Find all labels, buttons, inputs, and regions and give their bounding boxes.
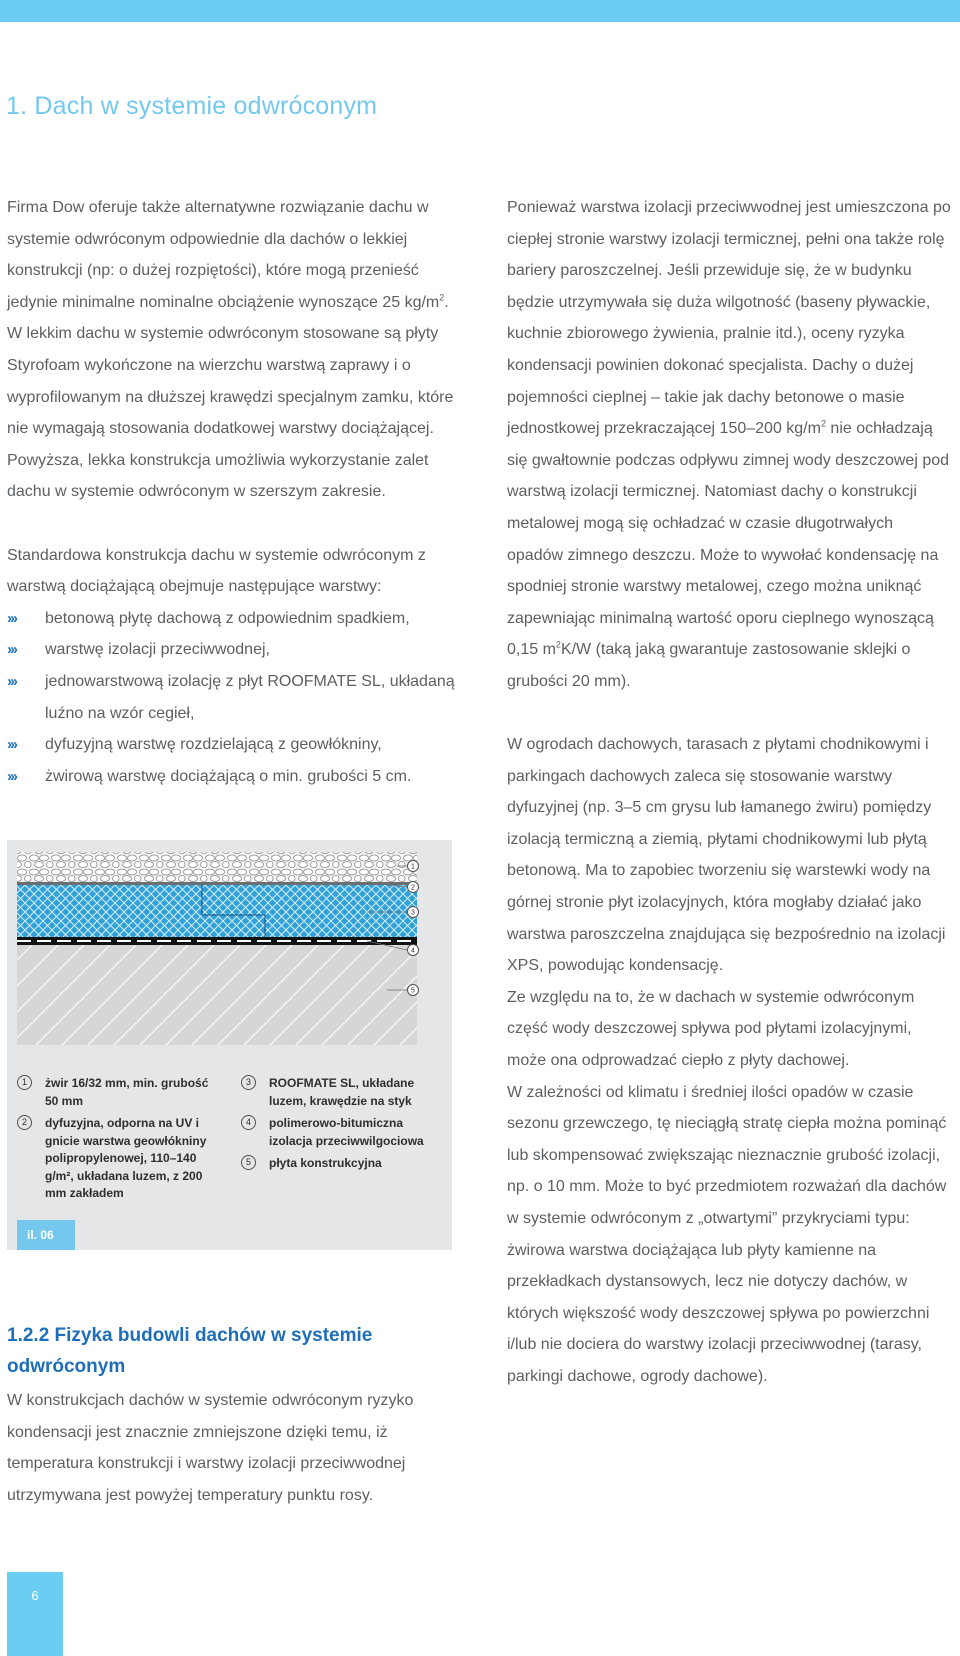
right-column — [507, 192, 952, 1393]
layers-intro-paragraph: Standardowa konstrukcja dachu w systemie odwróconym z warstwą dociążającą obejmuje następujące warstwy: — [7, 546, 426, 596]
legend-number: 5 — [241, 1155, 256, 1170]
left-column — [7, 192, 457, 792]
list-item: ››› dyfuzyjną warstwę rozdzielającą z geowłókniny, — [7, 729, 457, 761]
legend-number: 4 — [241, 1115, 256, 1130]
list-item: ››› warstwę izolacji przeciwwodnej, — [7, 634, 457, 666]
gravel-layer — [17, 852, 417, 882]
legend-item: 2 dyfuzyjna, odporna na UV i gnicie warstwa geowłókniny polipropylenowej, 110–140 g/m², układana luzem, z 200 mm zakładem — [17, 1115, 222, 1203]
geotextile-layer — [17, 882, 417, 885]
list-item: ››› żwirową warstwę dociążającą o min. grubości 5 cm. — [7, 761, 457, 793]
chevron-right-icon: ››› — [7, 736, 16, 754]
section-heading: 1.2.2 Fizyka budowli dachów w systemie odwróconym — [7, 1325, 373, 1377]
list-item: ››› betonową płytę dachową z odpowiednim spadkiem, — [7, 603, 457, 635]
page-number: 6 — [7, 1572, 63, 1656]
legend-item: 4 polimerowo-bitumiczna izolacja przeciwwilgociowa — [241, 1115, 441, 1150]
legend-number: 2 — [17, 1115, 32, 1130]
section-paragraph: W konstrukcjach dachów w systemie odwróconym ryzyko kondensacji jest znacznie zmniejszone dzięki temu, iż temperatura konstrukcji i warstwy izolacji przeciwwodnej utrzymywana jest powyżej temperatury punktu rosy. — [7, 1392, 414, 1504]
legend-number: 1 — [17, 1075, 32, 1090]
chevron-right-icon: ››› — [7, 672, 16, 690]
callout-label: 4 — [411, 947, 415, 955]
chevron-right-icon: ››› — [7, 609, 16, 627]
roof-section-figure — [7, 840, 452, 1250]
roof-layers-diagram — [7, 840, 452, 1060]
intro-paragraph: Firma Dow oferuje także alternatywne rozwiązanie dachu w systemie odwróconym odpowiednie dla dachów o lekkiej konstrukcji (np: o dużej rozpiętości), które mogą przenieść jedynie minimalne nominalne obciążenie wynoszące 25 $kg/m^2$. W lekkim dachu w systemie odwróconym stosowane są płyty Styrofoam wykończone na wierzchu warstwą zaprawy i o wyprofilowanym na dłuższej krawędzi specjalnym zamku, które nie wymagają stosowania dodatkowej warstwy dociążającej. Powyższa, lekka konstrukcja umożliwia wykorzystanie zalet dachu w systemie odwróconym w szerszym zakresie. — [7, 199, 454, 501]
legend-item: 3 ROOFMATE SL, układane luzem, krawędzie na styk — [241, 1075, 441, 1110]
insulation-layer — [17, 885, 417, 937]
climate-paragraph: W zależności od klimatu i średniej ilości opadów w czasie sezonu grzewczego, tę nieciągłą stratę ciepła można pominąć lub skompensować zwiększając nieznacznie grubość izolacji, np. o 10 mm. Może to być przedmiotem rozważań dla dachów w systemie odwróconym z „otwartymi” przykryciami typu: żwirowa warstwa dociążająca lub płyty kamienne na przekładkach dystansowych, lecz nie dotyczy dachów, w których większość wody deszczowej spływa po powierzchni i/lub nie dociera do warstwy izolacji przeciwwodnej (tarasy, parkingi dachowe, ogrody dachowe). — [507, 1083, 947, 1385]
legend-number: 3 — [241, 1075, 256, 1090]
legend-left — [17, 1075, 222, 1208]
callout-label: 3 — [411, 909, 415, 917]
chevron-right-icon: ››› — [7, 767, 16, 785]
list-item: ››› jednowarstwową izolację z płyt ROOFMATE SL, układaną luźno na wzór cegieł, — [7, 666, 457, 729]
condensation-paragraph: Ponieważ warstwa izolacji przeciwwodnej jest umieszczona po ciepłej stronie warstwy izolacji termicznej, pełni ona także rolę bariery paroszczelnej. Jeśli przewiduje się, że w budynku będzie utrzymywała się duża wilgotność (baseny pływackie, kuchnie zbiorowego żywienia, pralnie itd.), oceny ryzyka kondensacji powinien dokonać specjalista. Dachy o dużej pojemności cieplnej – takie jak dachy betonowe o masie jednostkowej przekraczającej 150–200 $kg/m^2$ nie ochładzają się gwałtownie podczas odpływu zimnej wody deszczowej pod warstwą izolacji termicznej. Natomiast dachy o konstrukcji metalowej mogą się ochładzać w czasie długotrwałych opadów zimnego deszczu. Może to wywołać kondensację na spodniej stronie warstwy metalowej, czego można uniknąć zapewniając minimalną wartość oporu cieplnego wynoszącą 0,15 $m^2K/W$ (taką jaką gwarantuje zastosowanie sklejki o grubości 20 mm). — [507, 199, 951, 690]
legend-item: 1 żwir 16/32 mm, min. grubość 50 mm — [17, 1075, 222, 1110]
callout-label: 2 — [411, 884, 415, 892]
legend-right — [241, 1075, 441, 1178]
legend-item: 5 płyta konstrukcyjna — [241, 1155, 441, 1173]
top-color-bar — [0, 0, 960, 22]
figure-label: il. 06 — [17, 1220, 75, 1250]
chevron-right-icon: ››› — [7, 641, 16, 659]
callout-label: 1 — [411, 863, 415, 871]
roof-garden-paragraph: W ogrodach dachowych, tarasach z płytami chodnikowymi i parkingach dachowych zaleca się stosowanie warstwy dyfuzyjnej (np. 3–5 cm grysu lub łamanego żwiru) pomiędzy izolacją termiczną a ziemią, płytami chodnikowymi lub płytą betonową. Ma to zapobiec tworzeniu się warstewki wody na górnej stronie płyt izolacyjnych, która mogłaby działać jako warstwa paroszczelna znajdująca się bezpośrednio na izolacji XPS, powodując kondensację. — [507, 736, 946, 975]
rainwater-paragraph: Ze względu na to, że w dachach w systemie odwróconym część wody deszczowej spływa pod płytami izolacyjnymi, może ona odprowadzać ciepło z płyty dachowej. — [507, 988, 915, 1070]
page-title: 1. Dach w systemie odwróconym — [6, 92, 378, 120]
layers-list — [7, 603, 457, 793]
callout-label: 5 — [411, 987, 415, 995]
